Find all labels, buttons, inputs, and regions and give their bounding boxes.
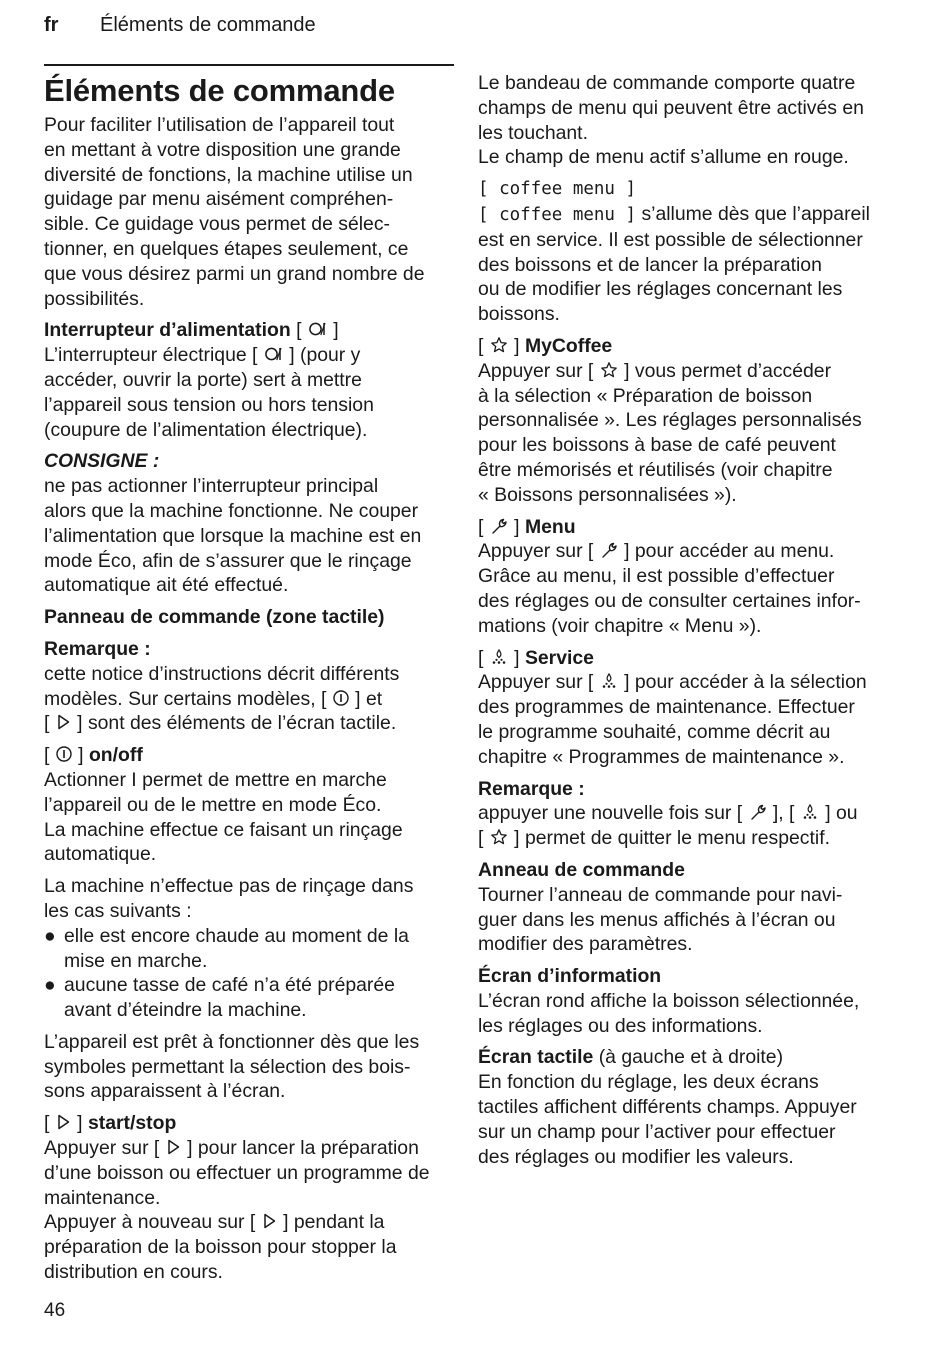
text-line: l’appareil sous tension ou hors tension <box>44 393 374 416</box>
text-line: tionner, en quelques étapes seulement, ce <box>44 237 409 260</box>
ready-paragraph <box>44 1030 454 1104</box>
wrench-icon <box>490 517 508 535</box>
menu-fields-intro <box>478 71 898 170</box>
consigne-notice <box>44 449 454 598</box>
text-line: automatique ait été effectué. <box>44 574 289 597</box>
text-line: maintenance. <box>44 1186 161 1209</box>
power-switch-icon <box>308 320 327 338</box>
text-line: Appuyer sur [ ] vous permet d’accéder <box>478 359 832 382</box>
notice-label: CONSIGNE : <box>44 450 160 473</box>
text-line: Appuyer sur [ ] pour accéder à la sélection <box>478 671 867 694</box>
text-line: les touchant. <box>478 121 588 144</box>
text-line: chapitre « Programmes de maintenance ». <box>478 745 845 768</box>
text-line: préparation de la boisson pour stopper la <box>44 1236 397 1259</box>
text-line: que vous désirez parmi un grand nombre de <box>44 262 425 285</box>
info-screen-section <box>478 964 898 1038</box>
running-title: Éléments de commande <box>100 14 316 36</box>
text-line: l’appareil ou de le mettre en mode Éco. <box>44 793 382 816</box>
language-code: fr <box>44 14 59 36</box>
text-line: distribution en cours. <box>44 1261 223 1284</box>
text-line: est en service. Il est possible de sélectionner <box>478 228 863 251</box>
section-heading: [ ] Menu <box>478 515 576 538</box>
section-heading: [ ] MyCoffee <box>478 334 613 357</box>
text-line: La machine effectue ce faisant un rinçage <box>44 818 403 841</box>
text-line: boissons. <box>478 303 560 326</box>
service-section <box>478 646 898 770</box>
text-line: le programme souhaité, comme décrit au <box>478 720 831 743</box>
section-heading: [ coffee menu ] <box>478 179 637 200</box>
section-heading: Interrupteur d’alimentation [ ] <box>44 319 339 342</box>
service-icon <box>490 648 508 666</box>
text-line: accéder, ouvrir la porte) sert à mettre <box>44 368 362 391</box>
text-line: des réglages ou de consulter certaines infor- <box>478 589 861 612</box>
text-line: d’une boisson ou effectuer un programme de <box>44 1161 430 1184</box>
text-line: les réglages ou des informations. <box>478 1014 763 1037</box>
text-line: les cas suivants : <box>44 899 192 922</box>
text-line: ou de modifier les réglages concernant les <box>478 278 843 301</box>
wrench-icon <box>749 803 767 821</box>
control-ring-section <box>478 858 898 957</box>
power-switch-icon <box>264 345 283 363</box>
text-line: sons apparaissent à l’écran. <box>44 1080 286 1103</box>
section-heading: [ ] Service <box>478 646 594 669</box>
text-line: La machine n’effectue pas de rinçage dans <box>44 875 414 898</box>
page-number: 46 <box>44 1300 66 1321</box>
text-line: champs de menu qui peuvent être activés en <box>478 96 864 119</box>
page-title: Éléments de commande <box>44 73 395 108</box>
text-line: « Boissons personnalisées »). <box>478 483 737 506</box>
text-line: sible. Ce guidage vous permet de sélec- <box>44 213 390 236</box>
text-line: diversité de fonctions, la machine utilise un <box>44 163 413 186</box>
text-line: l’alimentation que lorsque la machine est en <box>44 524 422 547</box>
text-line: [ coffee menu ] s’allume dès que l’appareil <box>478 202 870 225</box>
star-icon <box>490 336 508 354</box>
right-column <box>478 71 898 1176</box>
star-icon <box>490 828 508 846</box>
text-line: [ ] permet de quitter le menu respectif. <box>478 827 830 850</box>
text-line: Le bandeau de commande comporte quatre <box>478 72 856 94</box>
text-line: ne pas actionner l’interrupteur principal <box>44 475 379 498</box>
start-stop-icon <box>56 1113 71 1131</box>
page-header <box>44 14 316 37</box>
text-line: des boissons et de lancer la préparation <box>478 253 822 276</box>
section-heading: [ ] start/stop <box>44 1112 177 1135</box>
remark-exit-menu <box>478 777 898 851</box>
remark-label: Remarque : <box>44 637 151 660</box>
panel-section <box>44 605 454 630</box>
text-line: Grâce au menu, il est possible d’effectuer <box>478 565 835 588</box>
text-line: mode Éco, afin de s’assurer que le rinçage <box>44 549 412 572</box>
text-line: Pour faciliter l’utilisation de l’appareil tout <box>44 114 395 136</box>
text-line: des réglages ou modifier les valeurs. <box>478 1145 794 1168</box>
section-heading: Anneau de commande <box>478 858 685 881</box>
list-item: ● aucune tasse de café n’a été préparée avant d’éteindre la machine. <box>44 974 395 1022</box>
text-line: L’écran rond affiche la boisson sélectionnée, <box>478 989 860 1012</box>
coffee-menu-section <box>478 177 898 327</box>
on-off-section <box>44 743 454 867</box>
text-line: modèles. Sur certains modèles, [ ] et <box>44 687 383 710</box>
text-line: (coupure de l’alimentation électrique). <box>44 418 368 441</box>
service-icon <box>801 803 819 821</box>
on-off-icon <box>333 689 349 707</box>
start-stop-icon <box>56 713 71 731</box>
section-heading: Écran d’information <box>478 965 662 988</box>
text-line: mations (voir chapitre « Menu »). <box>478 614 762 637</box>
text-line: pour les boissons à base de café peuvent <box>478 434 836 457</box>
text-line: en mettant à votre disposition une grande <box>44 138 401 161</box>
text-line: appuyer une nouvelle fois sur [ ], [ ] ou <box>478 802 858 825</box>
text-line: L’interrupteur électrique [ ] (pour y <box>44 344 361 367</box>
text-line: tactiles affichent différents champs. Appuyer <box>478 1096 857 1119</box>
power-switch-section <box>44 318 454 442</box>
text-line: symboles permettant la sélection des bois- <box>44 1055 411 1078</box>
no-rinse-list <box>44 924 454 1023</box>
text-line: être mémorisés et réutilisés (voir chapitre <box>478 458 833 481</box>
text-line: Tourner l’anneau de commande pour navi- <box>478 883 843 906</box>
star-icon <box>600 361 618 379</box>
text-line: Appuyer sur [ ] pour accéder au menu. <box>478 540 835 563</box>
text-line: des programmes de maintenance. Effectuer <box>478 696 855 719</box>
remark-label: Remarque : <box>478 777 585 800</box>
text-line: guidage par menu aisément compréhen- <box>44 188 394 211</box>
section-heading: Écran tactile (à gauche et à droite) <box>478 1046 784 1069</box>
text-line: à la sélection « Préparation de boisson <box>478 384 813 407</box>
intro-paragraph <box>44 113 454 311</box>
menu-section <box>478 515 898 639</box>
text-line: L’appareil est prêt à fonctionner dès que les <box>44 1030 420 1053</box>
service-icon <box>600 672 618 690</box>
text-line: possibilités. <box>44 287 145 310</box>
text-line: Le champ de menu actif s’allume en rouge. <box>478 146 849 169</box>
start-stop-icon <box>262 1212 277 1230</box>
text-line: Appuyer à nouveau sur [ ] pendant la <box>44 1211 385 1234</box>
touch-screen-section <box>478 1045 898 1169</box>
text-line: En fonction du réglage, les deux écrans <box>478 1071 819 1094</box>
list-item: ● elle est encore chaude au moment de la mise en marche. <box>44 924 409 972</box>
text-line: [ ] sont des éléments de l’écran tactile. <box>44 712 397 735</box>
wrench-icon <box>600 541 618 559</box>
left-column <box>44 64 454 1292</box>
start-stop-icon <box>166 1138 181 1156</box>
start-stop-section <box>44 1111 454 1285</box>
text-line: personnalisée ». Les réglages personnalisés <box>478 409 862 432</box>
text-line: automatique. <box>44 843 157 866</box>
text-line: cette notice d’instructions décrit différents <box>44 662 400 685</box>
mycoffee-section <box>478 334 898 508</box>
no-rinse-paragraph <box>44 874 454 924</box>
text-line: Appuyer sur [ ] pour lancer la préparation <box>44 1137 419 1160</box>
text-line: modifier des paramètres. <box>478 933 693 956</box>
on-off-icon <box>56 745 72 763</box>
text-line: Actionner I permet de mettre en marche <box>44 768 387 791</box>
text-line: guer dans les menus affichés à l’écran ou <box>478 908 836 931</box>
section-heading: Panneau de commande (zone tactile) <box>44 606 385 629</box>
remark-touch-elements <box>44 637 454 736</box>
section-heading: [ ] on/off <box>44 744 143 767</box>
text-line: sur un champ pour l’activer pour effectuer <box>478 1120 836 1143</box>
text-line: alors que la machine fonctionne. Ne couper <box>44 499 419 522</box>
